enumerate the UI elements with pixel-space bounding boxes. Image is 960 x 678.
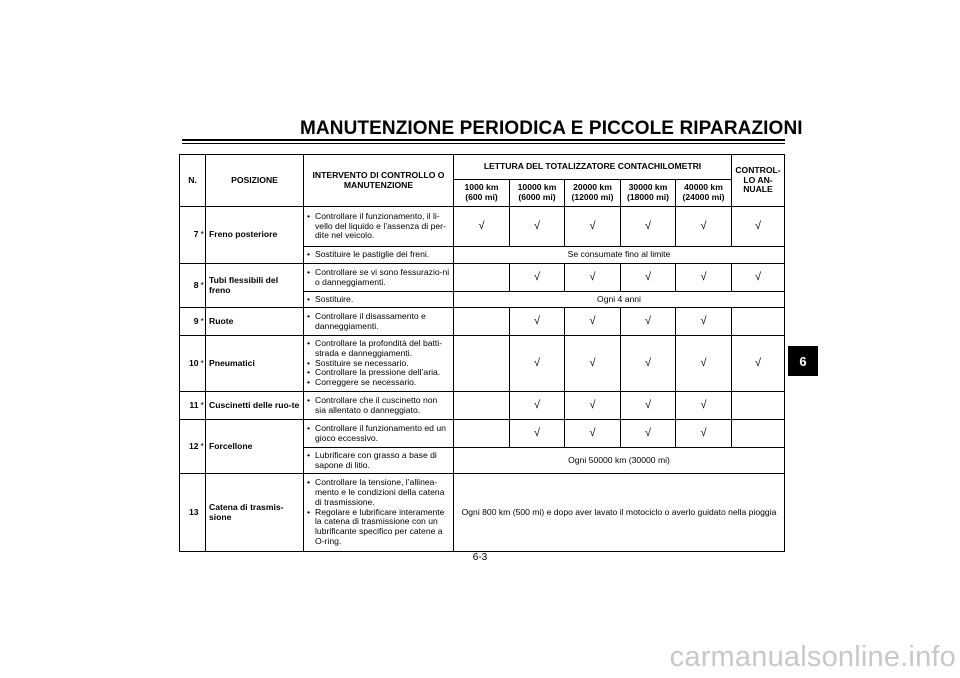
row-action: • Controllare che il cuscinetto non sia allentato o danneggiato. [304, 392, 454, 420]
row-position: Tubi flessibili del freno [206, 264, 304, 308]
table-row [180, 336, 785, 392]
check-mark: √ [510, 392, 565, 420]
interval-header: 30000 km (18000 mi) [621, 180, 676, 207]
row-number: 8 [180, 264, 200, 308]
row-position: Cuscinetti delle ruo-te [206, 392, 304, 420]
title-rule-thin [182, 143, 785, 144]
row-star: * [200, 207, 206, 264]
row-number: 11 [180, 392, 200, 420]
col-header-annual: CONTROL-LO AN-NUALE [732, 155, 785, 207]
check-mark: √ [676, 420, 732, 448]
row-number: 7 [180, 207, 200, 264]
check-mark: √ [732, 336, 785, 392]
check-mark: √ [676, 392, 732, 420]
check-mark: √ [565, 207, 621, 247]
empty-cell [454, 264, 510, 292]
check-mark: √ [565, 392, 621, 420]
row-position: Pneumatici [206, 336, 304, 392]
row-note: Ogni 800 km (500 mi) e dopo aver lavato il motociclo o averlo guidato nella pioggia [454, 474, 785, 552]
row-sub-action: • Sostituire le pastiglie dei freni. [304, 247, 454, 264]
check-mark: √ [621, 308, 676, 336]
table-row [180, 264, 785, 292]
row-sub-note: Ogni 50000 km (30000 mi) [454, 448, 785, 474]
empty-cell [454, 308, 510, 336]
check-mark: √ [732, 207, 785, 247]
page-title: MANUTENZIONE PERIODICA E PICCOLE RIPARAZIONI [300, 118, 803, 139]
empty-cell [454, 392, 510, 420]
check-mark: √ [565, 264, 621, 292]
check-mark: √ [510, 207, 565, 247]
section-tab[interactable]: 6 [788, 346, 818, 376]
check-mark: √ [565, 336, 621, 392]
empty-cell [454, 336, 510, 392]
empty-cell [732, 392, 785, 420]
row-star: * [200, 392, 206, 420]
row-star: * [200, 336, 206, 392]
empty-cell [732, 308, 785, 336]
row-sub-note: Se consumate fino al limite [454, 247, 785, 264]
maintenance-table [179, 154, 785, 552]
table-row [180, 420, 785, 448]
row-sub-action: • Sostituire. [304, 292, 454, 308]
watermark: carmanualsonline.info [669, 641, 956, 673]
interval-header: 10000 km (6000 mi) [510, 180, 565, 207]
row-position: Catena di trasmis-sione [206, 474, 304, 552]
row-number: 13 [180, 474, 200, 552]
check-mark: √ [676, 336, 732, 392]
row-action: • Controllare se vi sono fessurazio-ni o danneggiamenti. [304, 264, 454, 292]
check-mark: √ [621, 264, 676, 292]
check-mark: √ [621, 207, 676, 247]
row-position: Freno posteriore [206, 207, 304, 264]
row-number: 10 [180, 336, 200, 392]
check-mark: √ [732, 264, 785, 292]
row-star: * [200, 308, 206, 336]
empty-cell [454, 420, 510, 448]
check-mark: √ [676, 207, 732, 247]
table-row [180, 392, 785, 420]
row-number: 9 [180, 308, 200, 336]
check-mark: √ [621, 420, 676, 448]
row-number: 12 [180, 420, 200, 474]
row-action: • Controllare la profondità del batti-strada e danneggiamenti. • Sostituire se necessario. • Controllare la pressione dell’aria. • Correggere se necessario. [304, 336, 454, 392]
row-sub-action: • Lubrificare con grasso a base di sapone di litio. [304, 448, 454, 474]
interval-header: 1000 km (600 mi) [454, 180, 510, 207]
table-row [180, 308, 785, 336]
col-header-action: INTERVENTO DI CONTROLLO O MANUTENZIONE [304, 155, 454, 207]
row-action: • Controllare il funzionamento ed un gioco eccessivo. [304, 420, 454, 448]
check-mark: √ [510, 308, 565, 336]
row-star: * [200, 420, 206, 474]
check-mark: √ [510, 264, 565, 292]
interval-header: 40000 km (24000 mi) [676, 180, 732, 207]
check-mark: √ [621, 336, 676, 392]
empty-cell [732, 420, 785, 448]
interval-header: 20000 km (12000 mi) [565, 180, 621, 207]
title-rule [182, 139, 785, 141]
col-header-no: N. [180, 155, 206, 207]
check-mark: √ [454, 207, 510, 247]
check-mark: √ [565, 420, 621, 448]
check-mark: √ [510, 420, 565, 448]
table-row [180, 474, 785, 552]
page-number: 6-3 [472, 552, 488, 563]
col-header-odometer: LETTURA DEL TOTALIZZATORE CONTACHILOMETRI [454, 155, 732, 180]
check-mark: √ [565, 308, 621, 336]
row-sub-note: Ogni 4 anni [454, 292, 785, 308]
row-action: • Controllare il disassamento e danneggiamenti. [304, 308, 454, 336]
check-mark: √ [676, 264, 732, 292]
header-row [180, 155, 785, 180]
row-position: Forcellone [206, 420, 304, 474]
check-mark: √ [621, 392, 676, 420]
row-action: • Controllare il funzionamento, il li-vello del liquido e l’assenza di per-dite nel veicolo. [304, 207, 454, 247]
check-mark: √ [510, 336, 565, 392]
row-star: * [200, 264, 206, 308]
row-action: • Controllare la tensione, l’allinea-mento e le condizioni della catena di trasmissione. • Regolare e lubrificare interamente la catena di trasmissione con un lubrificante specifico per catene a O-ring. [304, 474, 454, 552]
table-row [180, 207, 785, 247]
col-header-position: POSIZIONE [206, 155, 304, 207]
check-mark: √ [676, 308, 732, 336]
row-position: Ruote [206, 308, 304, 336]
